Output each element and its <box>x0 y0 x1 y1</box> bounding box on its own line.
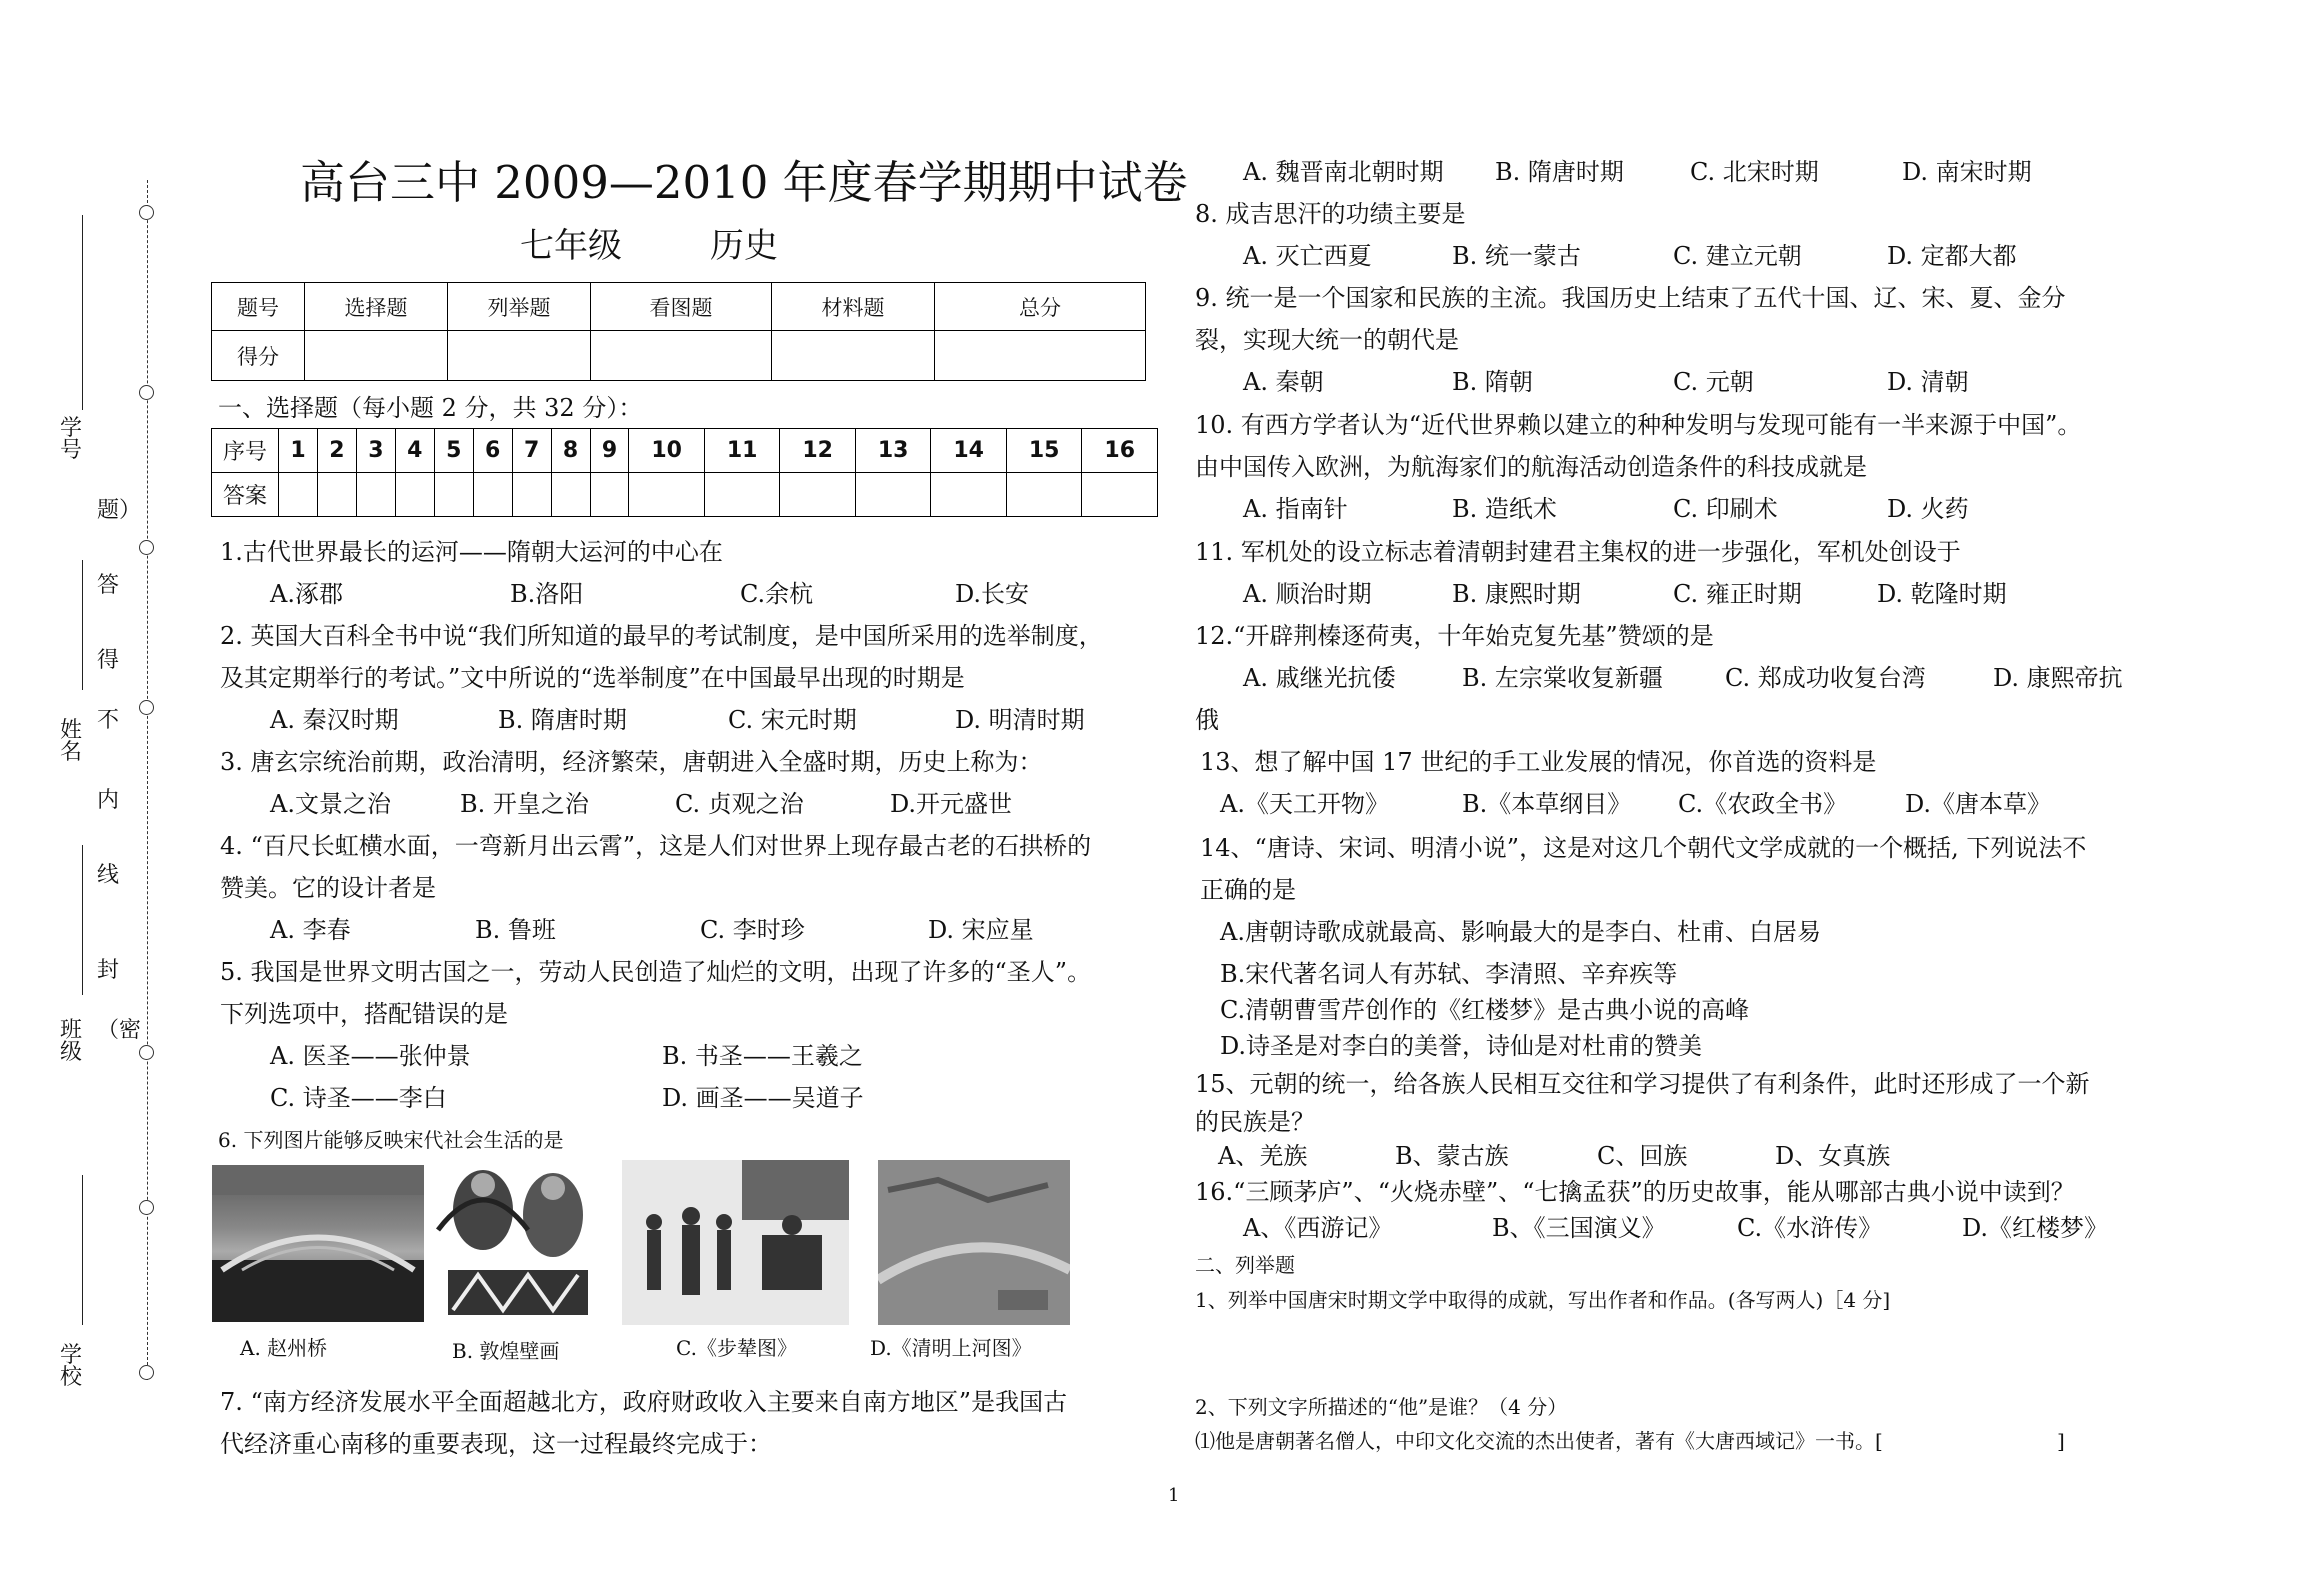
option[interactable]: D. 宋应星 <box>928 916 1034 944</box>
option[interactable]: C.《水浒传》 <box>1737 1214 1883 1242</box>
page-number: 1 <box>1168 1485 1180 1506</box>
score-header: 列举题 <box>448 283 591 331</box>
option[interactable]: C. 印刷术 <box>1673 495 1778 523</box>
school-label: 学校 <box>60 1343 83 1390</box>
option[interactable]: A. 顺治时期 <box>1243 580 1372 608</box>
seal-char: 不 <box>97 708 120 733</box>
option[interactable]: B. 统一蒙古 <box>1452 242 1581 270</box>
option[interactable]: B.宋代著名词人有苏轼、李清照、辛弃疾等 <box>1220 960 1678 988</box>
answer-cell[interactable] <box>590 473 629 517</box>
option[interactable]: D. 康熙帝抗 <box>1993 664 2123 692</box>
student-id-underline[interactable] <box>82 215 83 410</box>
option[interactable]: C. 北宋时期 <box>1690 158 1819 186</box>
question-11-stem: 11. 军机处的设立标志着清朝封建君主集权的进一步强化，军机处创设于 <box>1195 538 1961 566</box>
seal-char: 题） <box>97 498 142 523</box>
question-14-stem: 14、“唐诗、宋词、明清小说”，这是对这几个朝代文学成就的一个概括, 下列说法不 <box>1200 834 2087 862</box>
question-7-stem: 7. “南方经济发展水平全面超越北方，政府财政收入主要来自南方地区”是我国古 <box>220 1388 1068 1416</box>
question-number: 16 <box>1082 429 1158 473</box>
score-cell[interactable] <box>772 331 935 381</box>
question-12-continuation: 俄 <box>1195 706 1219 734</box>
question-number: 3 <box>356 429 395 473</box>
question-number: 5 <box>434 429 473 473</box>
score-row-label: 得分 <box>212 331 305 381</box>
question-7-stem: 代经济重心南移的重要表现，这一过程最终完成于： <box>220 1430 772 1458</box>
question-number: 2 <box>317 429 356 473</box>
answer-cell[interactable] <box>1082 473 1158 517</box>
binding-hole-icon <box>139 1200 154 1215</box>
exam-title: 高台三中 2009—2010 年度春学期期中试卷 <box>300 156 1188 209</box>
class-label: 班级 <box>60 1018 83 1065</box>
answer-cell[interactable] <box>780 473 856 517</box>
score-cell[interactable] <box>305 331 448 381</box>
option[interactable]: B. 鲁班 <box>475 916 556 944</box>
answer-cell[interactable] <box>279 473 318 517</box>
question-4-stem: 赞美。它的设计者是 <box>220 874 436 902</box>
question-12-stem: 12.“开辟荆榛逐荷夷，十年始克复先基”赞颂的是 <box>1195 622 1714 650</box>
question-number: 15 <box>1006 429 1082 473</box>
option[interactable]: D. 清朝 <box>1887 368 1969 396</box>
option[interactable]: A、《西游记》 <box>1243 1214 1393 1242</box>
seal-char: 内 <box>97 788 120 813</box>
option[interactable]: B. 隋朝 <box>1452 368 1533 396</box>
class-underline[interactable] <box>82 845 83 995</box>
option[interactable]: D.长安 <box>955 580 1030 608</box>
question-15-stem: 的民族是？ <box>1195 1108 1315 1136</box>
question-9-stem: 9. 统一是一个国家和民族的主流。我国历史上结束了五代十国、辽、宋、夏、金分 <box>1195 284 2066 312</box>
option[interactable]: D.开元盛世 <box>890 790 1013 818</box>
section1-heading: 一、选择题（每小题 2 分，共 32 分）： <box>218 394 643 422</box>
option[interactable]: A. 秦朝 <box>1243 368 1324 396</box>
section2-question-1: 1、列举中国唐宋时期文学中取得的成就，写出作者和作品。(各写两人)［4 分] <box>1195 1288 1891 1312</box>
option[interactable]: C.《农政全书》 <box>1678 790 1848 818</box>
question-6-stem: 6. 下列图片能够反映宋代社会生活的是 <box>218 1128 564 1152</box>
answer-cell[interactable] <box>551 473 590 517</box>
option[interactable]: A. 魏晋南北朝时期 <box>1243 158 1444 186</box>
option[interactable]: D.《红楼梦》 <box>1962 1214 2109 1242</box>
grade-label: 七年级 <box>520 226 622 266</box>
answer-cell[interactable] <box>317 473 356 517</box>
option[interactable]: C. 李时珍 <box>700 916 805 944</box>
answer-cell[interactable] <box>1006 473 1082 517</box>
seal-char: （密 <box>97 1018 142 1043</box>
score-cell[interactable] <box>591 331 772 381</box>
question-number: 8 <box>551 429 590 473</box>
question-3-stem: 3. 唐玄宗统治前期，政治清明，经济繁荣，唐朝进入全盛时期，历史上称为： <box>220 748 1043 776</box>
image-caption: B. 敦煌壁画 <box>452 1339 560 1363</box>
binding-hole-icon <box>139 205 154 220</box>
answer-cell[interactable] <box>629 473 705 517</box>
option[interactable]: B. 造纸术 <box>1452 495 1557 523</box>
image-caption: D.《清明上河图》 <box>870 1336 1032 1360</box>
option[interactable]: D. 乾隆时期 <box>1877 580 2007 608</box>
score-header: 选择题 <box>305 283 448 331</box>
question-2-stem: 及其定期举行的考试。”文中所说的“选举制度”在中国最早出现的时期是 <box>220 664 965 692</box>
question-8-stem: 8. 成吉思汗的功绩主要是 <box>1195 200 1466 228</box>
answer-cell[interactable] <box>395 473 434 517</box>
question-number: 1 <box>279 429 318 473</box>
option[interactable]: B. 左宗棠收复新疆 <box>1462 664 1663 692</box>
option[interactable]: B. 隋唐时期 <box>1495 158 1624 186</box>
option[interactable]: D. 画圣——吴道子 <box>662 1084 864 1112</box>
answer-cell[interactable] <box>931 473 1007 517</box>
question-4-stem: 4. “百尺长虹横水面，一弯新月出云霄”，这是人们对世界上现存最古老的石拱桥的 <box>220 832 1092 860</box>
name-underline[interactable] <box>82 560 83 690</box>
subject-label: 历史 <box>710 226 778 266</box>
section2-heading: 二、列举题 <box>1195 1253 1295 1277</box>
binding-hole-icon <box>139 1045 154 1060</box>
question-number: 10 <box>629 429 705 473</box>
option[interactable]: A.涿郡 <box>270 580 343 608</box>
student-id-label: 学号 <box>60 416 83 463</box>
option[interactable]: B、《三国演义》 <box>1492 1214 1666 1242</box>
option[interactable]: B、蒙古族 <box>1395 1142 1509 1170</box>
answer-cell[interactable] <box>434 473 473 517</box>
option[interactable]: A.文景之治 <box>270 790 391 818</box>
dunhuang-mural-image <box>428 1160 605 1325</box>
option[interactable]: D. 南宋时期 <box>1902 158 2032 186</box>
option[interactable]: C. 诗圣——李白 <box>270 1084 447 1112</box>
option[interactable]: A. 医圣——张仲景 <box>270 1042 471 1070</box>
question-number: 11 <box>704 429 780 473</box>
question-number: 13 <box>855 429 931 473</box>
option[interactable]: C. 宋元时期 <box>728 706 857 734</box>
option[interactable]: A. 戚继光抗倭 <box>1243 664 1396 692</box>
option[interactable]: D. 定都大都 <box>1887 242 2017 270</box>
option[interactable]: C.清朝曹雪芹创作的《红楼梦》是古典小说的高峰 <box>1220 996 1750 1024</box>
option[interactable]: C. 雍正时期 <box>1673 580 1802 608</box>
option[interactable]: A.《天工开物》 <box>1220 790 1389 818</box>
bunian-painting-image <box>622 1160 849 1325</box>
option[interactable]: C.余杭 <box>740 580 814 608</box>
option[interactable]: A、羌族 <box>1218 1142 1308 1170</box>
question-number: 12 <box>780 429 856 473</box>
option[interactable]: D. 明清时期 <box>955 706 1085 734</box>
question-14-stem: 正确的是 <box>1200 876 1296 904</box>
option[interactable]: B. 开皇之治 <box>460 790 589 818</box>
option[interactable]: B. 康熙时期 <box>1452 580 1581 608</box>
question-2-stem: 2. 英国大百科全书中说“我们所知道的最早的考试制度，是中国所采用的选举制度， <box>220 622 1103 650</box>
answer-grid <box>211 428 1158 517</box>
question-number: 9 <box>590 429 629 473</box>
option[interactable]: D.《唐本草》 <box>1905 790 2052 818</box>
option[interactable]: D、女真族 <box>1775 1142 1891 1170</box>
question-number: 14 <box>931 429 1007 473</box>
option[interactable]: A. 秦汉时期 <box>270 706 399 734</box>
option[interactable]: A. 指南针 <box>1243 495 1348 523</box>
option[interactable]: C、回族 <box>1597 1142 1688 1170</box>
binding-hole-icon <box>139 1365 154 1380</box>
score-header: 总分 <box>935 283 1146 331</box>
question-10-stem: 10. 有西方学者认为“近代世界赖以建立的种种发明与发现可能有一半来源于中国”。 <box>1195 411 2082 439</box>
answer-bracket-close: ] <box>2057 1429 2065 1453</box>
image-caption: A. 赵州桥 <box>240 1336 328 1360</box>
option[interactable]: D.诗圣是对李白的美誉，诗仙是对杜甫的赞美 <box>1220 1032 1703 1060</box>
option[interactable]: C. 元朝 <box>1673 368 1754 396</box>
seal-char: 封 <box>97 958 120 983</box>
option[interactable]: B. 书圣——王羲之 <box>662 1042 863 1070</box>
question-10-stem: 由中国传入欧洲，为航海家们的航海活动创造条件的科技成就是 <box>1195 453 1867 481</box>
score-header: 题号 <box>212 283 305 331</box>
name-label: 姓名 <box>60 718 83 765</box>
score-cell[interactable] <box>935 331 1146 381</box>
option[interactable]: A. 李春 <box>270 916 351 944</box>
binding-hole-icon <box>139 385 154 400</box>
option[interactable]: D. 火药 <box>1887 495 1969 523</box>
score-cell[interactable] <box>448 331 591 381</box>
option[interactable]: C. 郑成功收复台湾 <box>1725 664 1926 692</box>
score-table <box>211 282 1146 381</box>
question-number: 6 <box>473 429 512 473</box>
answer-cell[interactable] <box>512 473 551 517</box>
answer-cell[interactable] <box>855 473 931 517</box>
answer-grid-label: 序号 <box>212 429 279 473</box>
option[interactable]: B. 隋唐时期 <box>498 706 627 734</box>
answer-cell[interactable] <box>356 473 395 517</box>
score-header: 看图题 <box>591 283 772 331</box>
qingming-scroll-image <box>878 1160 1070 1325</box>
answer-cell[interactable] <box>704 473 780 517</box>
seal-char: 线 <box>97 863 120 888</box>
binding-hole-icon <box>139 700 154 715</box>
zhaozhou-bridge-image <box>212 1165 424 1322</box>
question-5-stem: 5. 我国是世界文明古国之一，劳动人民创造了灿烂的文明，出现了许多的“圣人”。 <box>220 958 1092 986</box>
question-number: 7 <box>512 429 551 473</box>
image-caption: C.《步辇图》 <box>676 1336 797 1360</box>
section2-question-2: 2、下列文字所描述的“他”是谁？（4 分） <box>1195 1395 1568 1419</box>
question-number: 4 <box>395 429 434 473</box>
option[interactable]: A. 灭亡西夏 <box>1243 242 1372 270</box>
option[interactable]: A.唐朝诗歌成就最高、影响最大的是李白、杜甫、白居易 <box>1220 918 1821 946</box>
question-5-stem: 下列选项中，搭配错误的是 <box>220 1000 508 1028</box>
question-9-stem: 裂，实现大统一的朝代是 <box>1195 326 1459 354</box>
section2-question-2-item-1: ⑴他是唐朝著名僧人，中印文化交流的杰出使者，著有《大唐西域记》一书。[ <box>1195 1429 1883 1453</box>
seal-char: 得 <box>97 648 120 673</box>
seal-char: 答 <box>97 573 120 598</box>
question-13-stem: 13、想了解中国 17 世纪的手工业发展的情况，你首选的资料是 <box>1200 748 1877 776</box>
question-15-stem: 15、元朝的统一，给各族人民相互交往和学习提供了有利条件，此时还形成了一个新 <box>1195 1070 2090 1098</box>
answer-cell[interactable] <box>473 473 512 517</box>
score-header: 材料题 <box>772 283 935 331</box>
question-1-stem: 1.古代世界最长的运河——隋朝大运河的中心在 <box>220 538 723 566</box>
option[interactable]: B.洛阳 <box>510 580 584 608</box>
option[interactable]: C. 贞观之治 <box>675 790 804 818</box>
option[interactable]: C. 建立元朝 <box>1673 242 1802 270</box>
binding-hole-icon <box>139 540 154 555</box>
school-underline[interactable] <box>82 1175 83 1325</box>
option[interactable]: B.《本草纲目》 <box>1462 790 1632 818</box>
question-16-stem: 16.“三顾茅庐”、“火烧赤壁”、“七擒孟获”的历史故事，能从哪部古典小说中读到？ <box>1195 1178 2075 1206</box>
answer-grid-label: 答案 <box>212 473 279 517</box>
